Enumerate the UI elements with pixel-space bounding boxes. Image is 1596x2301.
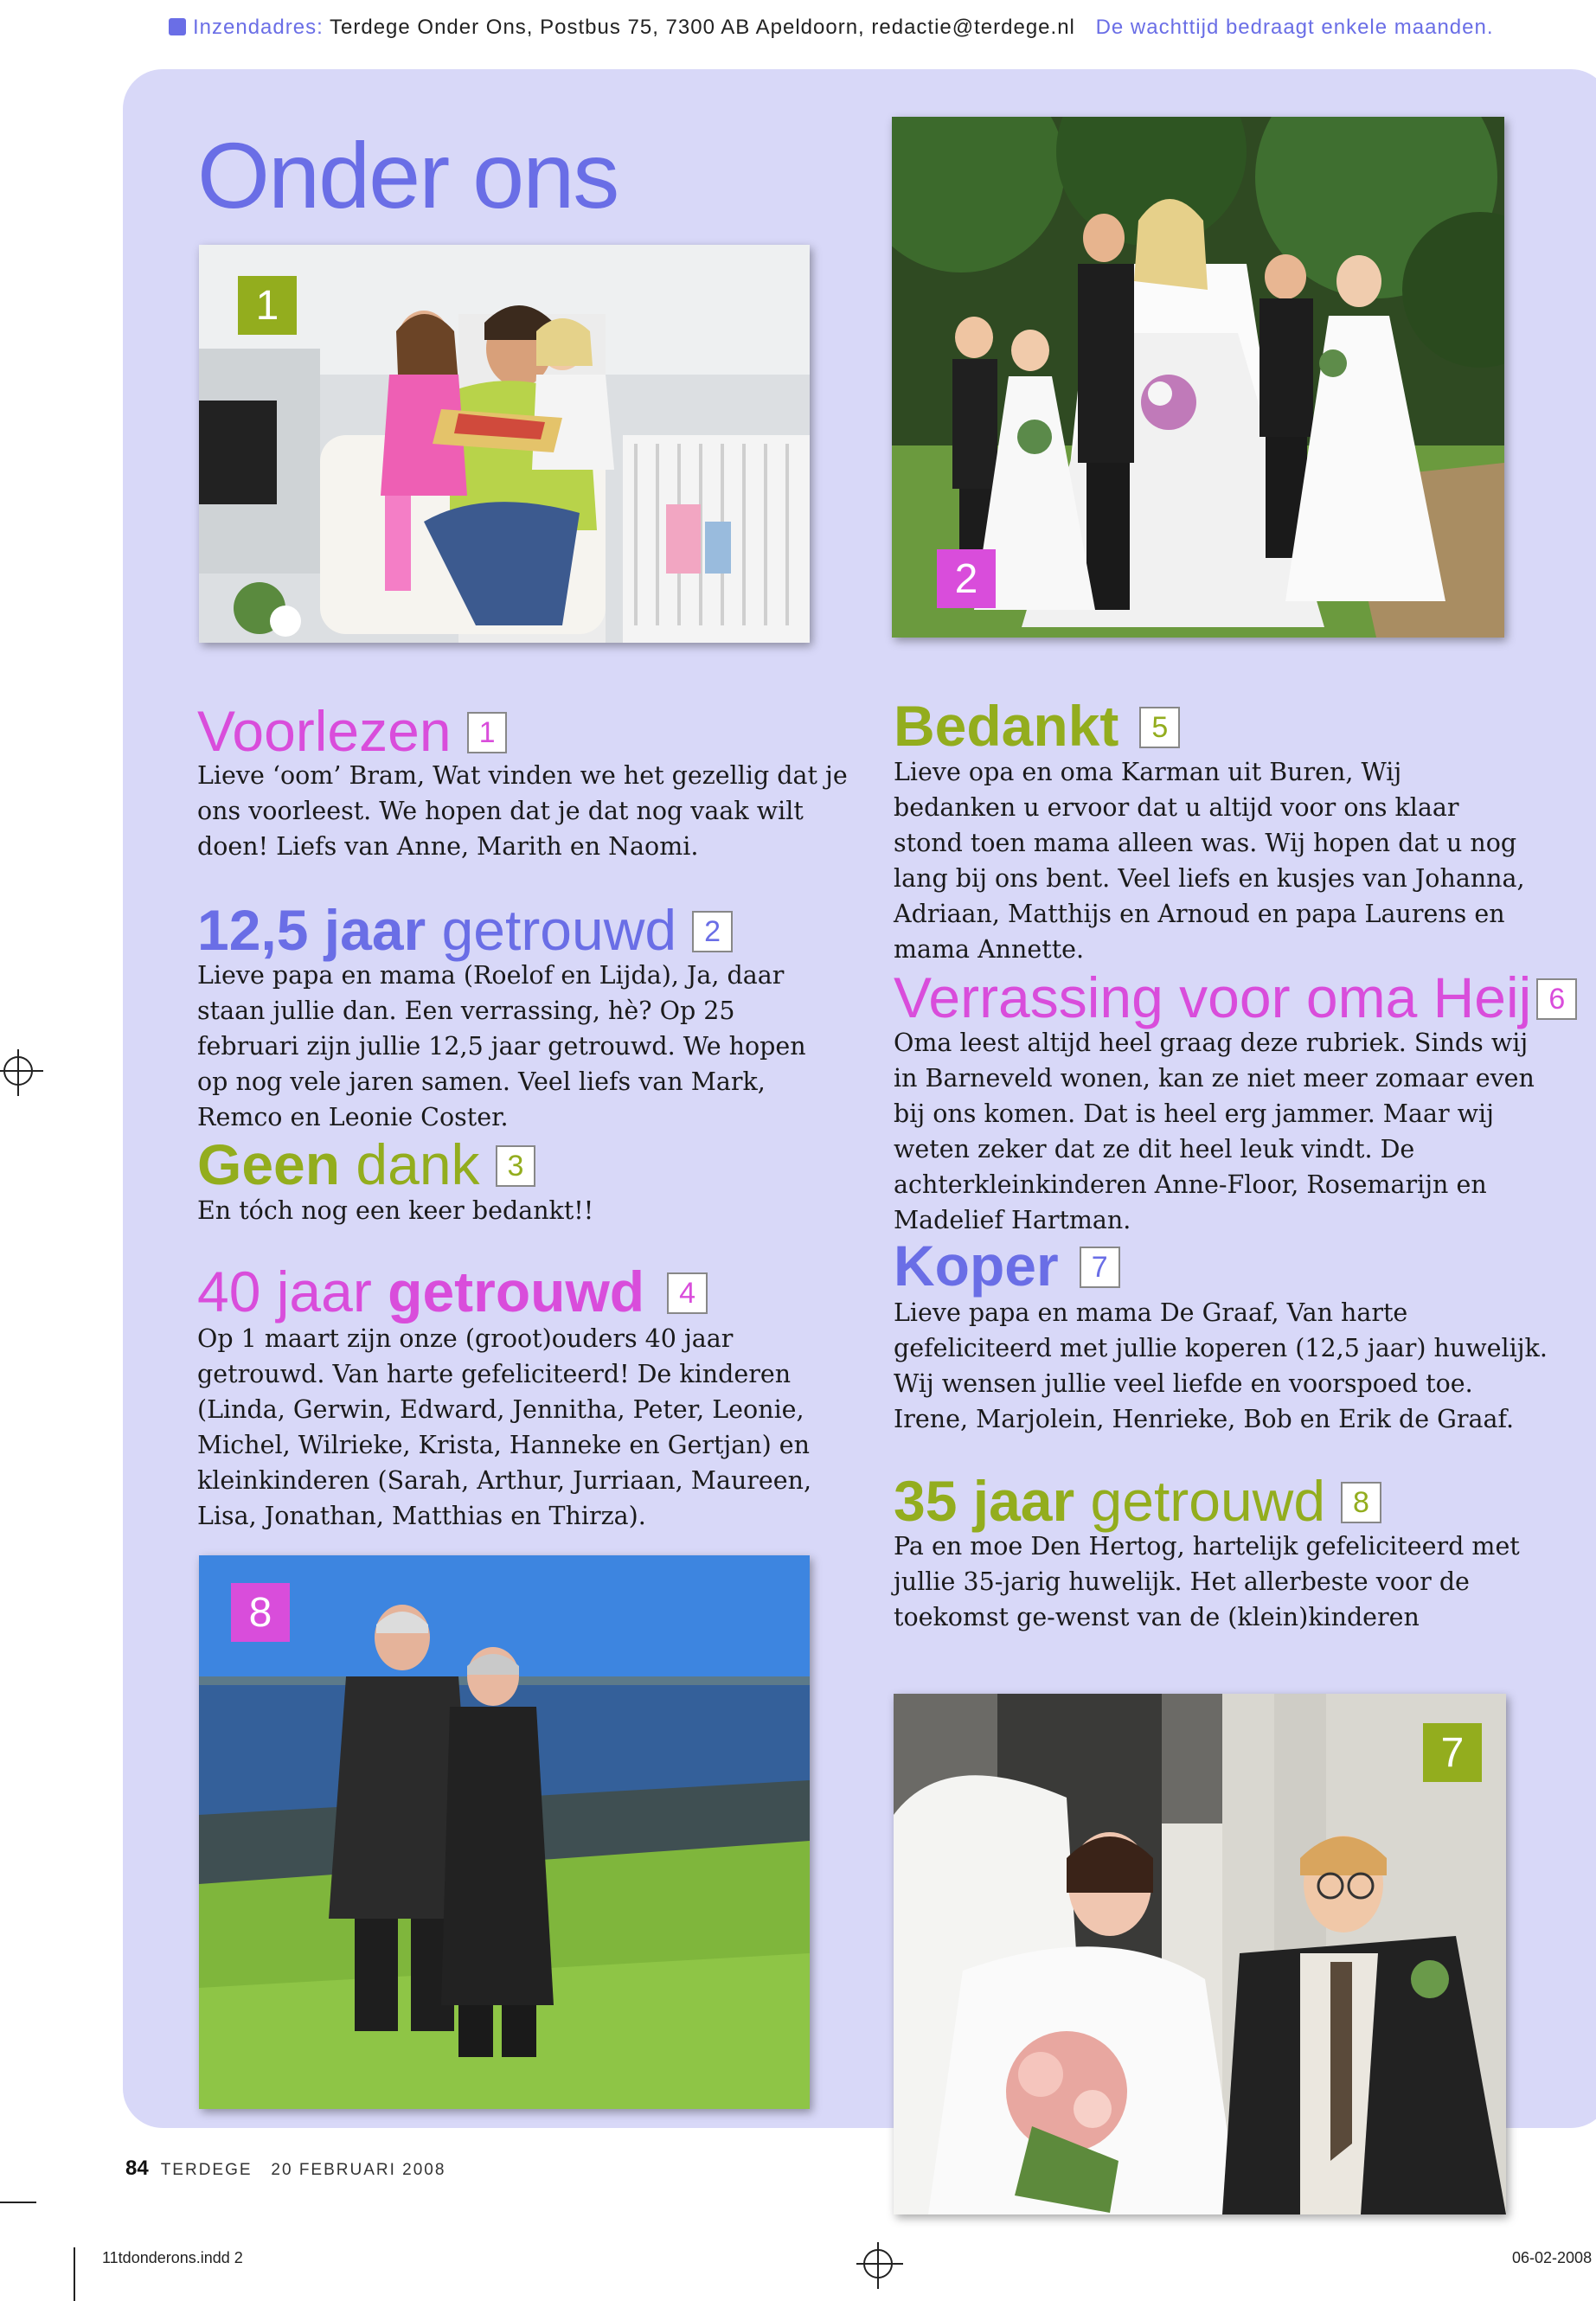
registration-mark-icon	[863, 2249, 893, 2279]
photo-wedding-group	[892, 117, 1504, 638]
text-125-jaar: Lieve papa en mama (Roelof en Lijda), Ja, daar staan jullie dan. Een verrassing, hè? Op 25 februari zijn jullie 12,5 jaar getrouwd. We hopen op nog vele jaren samen. Veel liefs van Mark, Remco en Leonie Coster.	[197, 961, 806, 1131]
text-voorlezen: Lieve ‘oom’ Bram, Wat vinden we het gezellig dat je ons voorleest. We hopen dat je dat nog vaak wilt doen! Liefs van Anne, Marith en Naomi.	[197, 761, 848, 861]
heading-35-bold: 35 jaar	[894, 1469, 1075, 1533]
number-box-1: 1	[467, 712, 508, 753]
photo-couple-water	[199, 1555, 810, 2109]
text-bedankt: Lieve opa en oma Karman uit Buren, Wij bedanken u ervoor dat u altijd voor ons klaar stond toen mama alleen was. Wij hopen dat u nog lang bij ons bent. Veel liefs en kusjes van Johanna, Adriaan, Matthijs en Arnoud en papa Laurens en mama Annette.	[894, 758, 1525, 964]
heading-voorlezen	[197, 699, 507, 763]
heading-koper	[894, 1234, 1120, 1298]
heading-125-jaar	[197, 898, 733, 962]
page-footer	[125, 2157, 445, 2181]
registration-mark-icon	[3, 1056, 33, 1086]
heading-40-light: 40 jaar	[197, 1259, 372, 1324]
heading-40-bold: getrouwd	[388, 1259, 645, 1324]
heading-bedankt-text: Bedankt	[894, 694, 1119, 758]
magazine-name: TERDEGE	[160, 2161, 253, 2179]
slug-date: 06-02-2008	[1512, 2249, 1593, 2266]
heading-40-jaar	[197, 1259, 708, 1324]
heading-voorlezen-text: Voorlezen	[197, 699, 452, 763]
number-box-5: 5	[1139, 707, 1180, 748]
number-box-3: 3	[496, 1145, 536, 1187]
page-number: 84	[125, 2157, 149, 2180]
photo-badge-8: 8	[231, 1583, 290, 1642]
address-text: Terdege Onder Ons, Postbus 75, 7300 AB Apeldoorn, redactie@terdege.nl	[330, 16, 1075, 39]
text-geen-dank: En tóch nog een keer bedankt!!	[197, 1196, 594, 1225]
heading-geen-bold: Geen	[197, 1132, 341, 1196]
heading-koper-text: Koper	[894, 1234, 1059, 1298]
crop-mark	[0, 2202, 36, 2203]
number-box-7: 7	[1080, 1247, 1120, 1288]
heading-125-bold: 12,5 jaar	[197, 898, 426, 962]
submission-address-line	[169, 16, 1494, 40]
slug-filename: 11tdonderons.indd 2	[102, 2249, 243, 2266]
heading-geen-dank	[197, 1132, 535, 1196]
heading-bedankt	[894, 694, 1180, 758]
heading-35-jaar	[894, 1469, 1381, 1533]
address-label: Inzendadres:	[193, 16, 324, 39]
number-box-6: 6	[1536, 978, 1577, 1020]
photo-reading	[199, 245, 810, 643]
issue-date: 20 FEBRUARI 2008	[271, 2161, 446, 2179]
photo-badge-2: 2	[937, 549, 996, 608]
number-box-8: 8	[1341, 1482, 1381, 1523]
photo-wedding-couple	[894, 1694, 1506, 2214]
heading-verrassing	[894, 965, 1577, 1029]
photo-badge-7: 7	[1423, 1723, 1482, 1782]
number-box-4: 4	[667, 1272, 708, 1314]
heading-35-light: getrouwd	[1090, 1469, 1326, 1533]
text-verrassing: Oma leest altijd heel graag deze rubriek. Sinds wij in Barneveld wonen, kan ze niet meer zomaar even bij ons komen. Dat is heel erg jammer. Maar wij weten zeker dat ze dit heel leuk vindt. De achterkleinkinderen Anne-Floor, Rosemarijn en Madelief Hartman.	[894, 1029, 1535, 1234]
number-box-2: 2	[692, 911, 733, 952]
square-bullet-icon	[169, 18, 186, 35]
text-35-jaar: Pa en moe Den Hertog, hartelijk gefeliciteerd met jullie 35-jarig huwelijk. Het allerbeste voor de toekomst ge-wenst van de (klein)kinderen	[894, 1532, 1520, 1631]
crop-mark	[74, 2247, 75, 2301]
heading-verrassing-text: Verrassing voor oma Heij	[894, 965, 1532, 1029]
page-title: Onder ons	[197, 123, 619, 228]
waiting-time-note: De wachttijd bedraagt enkele maanden.	[1095, 16, 1494, 39]
heading-125-light: getrouwd	[441, 898, 677, 962]
heading-geen-light: dank	[356, 1132, 480, 1196]
text-koper: Lieve papa en mama De Graaf, Van harte gefeliciteerd met jullie koperen (12,5 jaar) huwelijk. Wij wensen jullie veel liefde en voorspoed toe. Irene, Marjolein, Henrieke, Bob en Erik de Graaf.	[894, 1298, 1548, 1433]
photo-badge-1: 1	[238, 276, 297, 335]
text-40-jaar: Op 1 maart zijn onze (groot)ouders 40 jaar getrouwd. Van harte gefeliciteerd! De kinderen (Linda, Gerwin, Edward, Jennitha, Peter, Leonie, Michel, Wilrieke, Krista, Hanneke en Gertjan) en kleinkinderen (Sarah, Arthur, Jurriaan, Maureen, Lisa, Jonathan, Matthias en Thirza).	[197, 1324, 812, 1530]
